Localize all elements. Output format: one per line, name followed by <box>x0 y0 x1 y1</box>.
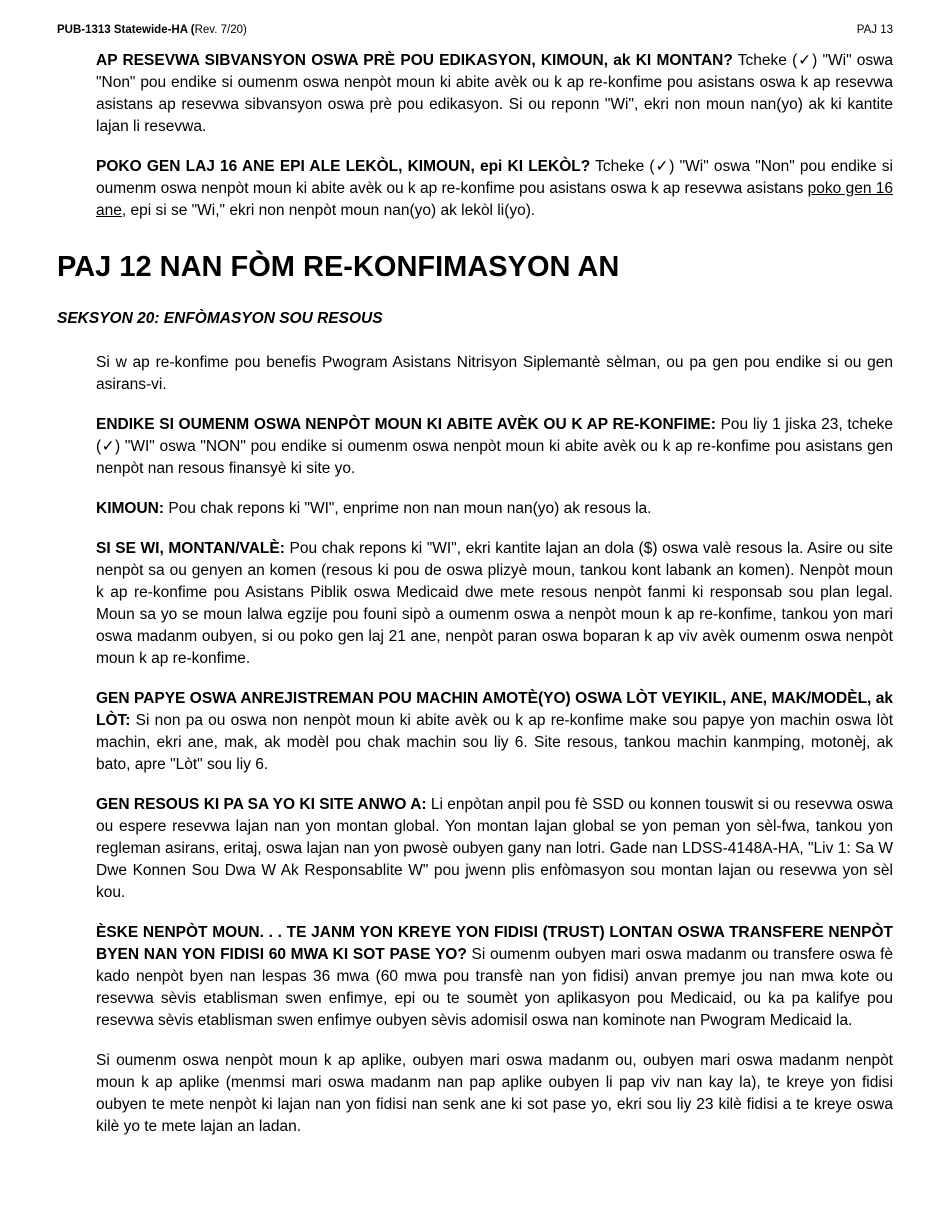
para-lead: GEN RESOUS KI PA SA YO KI SITE ANWO A: <box>96 795 427 813</box>
para-lead: ÈSKE NENPÒT MOUN. . . TE JANM YON KREYE YON FIDISI (TRUST) LONTAN OSWA TRANSFERE NENPÒT BYEN NAN YON FIDISI 60 MWA KI SOT PASE YO? <box>96 923 893 963</box>
para-text: Tcheke (✓) "Wi" oswa "Non" pou endike si oumenm oswa nenpòt moun ki abite avèk ou k ap re-konfime pou asistans oswa k ap resevwa asistans ap resevwa sibvansyon oswa prè pou edikasyon. Si ou reponn "Wi", ekri non moun nan(yo) ak ki kantite lajan li resevwa. <box>96 52 893 135</box>
para-lead: KIMOUN: <box>96 499 165 517</box>
para-text: Pou chak repons ki "WI", ekri kantite lajan an dola ($) oswa valè resous la. Asire ou site nenpòt sa ou genyen an komen (resous ki pou de oswa plizyè moun, tankou kont labank an komen). Nenpòt moun k ap re-konfime pou Asistans Piblik oswa Medicaid dwe mete resous nenpòt fanmi ki responsab sou plan legal. Moun sa yo se moun lalwa egzije pou founi sipò a oumenm oswa a nenpòt moun k ap re-konfime, tankou yon mari oswa madanm oubyen, si ou poko gen laj 21 ane, nenpòt paran oswa boparan k ap viv avèk oumenm oswa nenpòt moun k ap re-konfime. <box>96 539 894 667</box>
para-trust-detail <box>96 1050 893 1138</box>
page-number: PAJ 13 <box>856 24 893 36</box>
page-header <box>57 24 893 36</box>
para-education-grant <box>96 50 893 138</box>
heading-page-12: PAJ 12 NAN FÒM RE-KONFIMASYON AN <box>57 251 620 283</box>
document-id-bold: PUB-1313 Statewide-HA ( <box>57 24 195 36</box>
para-text: Tcheke (✓) "Wi" oswa "Non" pou endike si oumenm oswa nenpòt moun ki abite avèk ou k ap re-konfime pou asistans oswa k ap resevwa asistans <box>96 158 893 197</box>
para-montan-vale <box>96 538 893 670</box>
para-endike-instruction <box>96 414 893 480</box>
para-machin-papers <box>96 688 893 776</box>
document-id-rev: Rev. 7/20) <box>194 24 247 36</box>
underlined-text: poko gen 16 ane <box>96 180 893 219</box>
para-lead: GEN PAPYE OSWA ANREJISTREMAN POU MACHIN AMOTÈ(YO) OSWA LÒT VEYIKIL, ANE, MAK/MODÈL, ak LÒT: <box>96 689 893 729</box>
para-text: Si w ap re-konfime pou benefis Pwogram Asistans Nitrisyon Siplemantè sèlman, ou pa gen pou endike si ou gen asirans-vi. <box>96 353 893 393</box>
para-lead: POKO GEN LAJ 16 ANE EPI ALE LEKÒL, KIMOUN, epi KI LEKÒL? <box>96 158 591 175</box>
para-lead: SI SE WI, MONTAN/VALÈ: <box>96 539 285 557</box>
para-trust-question <box>96 922 893 1032</box>
para-lead: AP RESEVWA SIBVANSYON OSWA PRÈ POU EDIKASYON, KIMOUN, ak KI MONTAN? <box>96 52 733 69</box>
para-text: Si non pa ou oswa non nenpòt moun ki abite avèk ou k ap re-konfime make sou papye yon machin oswa lòt machin, ekri ane, mak, ak modèl pou chak machin sou liy 6. Site resous, tankou machin kanmping, motonèj, ak bato, apre "Lòt" sou liy 6. <box>96 711 893 773</box>
para-kimoun <box>96 498 893 520</box>
para-lead: ENDIKE SI OUMENM OSWA NENPÒT MOUN KI ABITE AVÈK OU K AP RE-KONFIME: <box>96 415 716 433</box>
para-text: Pou liy 1 jiska 23, tcheke (✓) "WI" oswa "NON" pou endike si oumenm oswa nenpòt moun ki abite avèk ou k ap re-konfime pou asistans gen nenpòt nan resous finansyè ki site yo. <box>96 415 894 477</box>
para-lump-sum <box>96 794 893 904</box>
para-text: Si oumenm oswa nenpòt moun k ap aplike, oubyen mari oswa madanm ou, oubyen mari oswa madanm nenpòt moun k ap aplike (menmsi mari oswa madanm nan pap aplike oubyen li pap viv nan kay la), te kreye yon fidisi oubyen te mete nenpòt ki lajan nan yon fidisi nan senk ane ki sot pase yo, ekri sou liy 23 kilè fidisi a te kreye oswa kilè yo te mete lajan an ladan. <box>96 1051 893 1135</box>
para-text: Li enpòtan anpil pou fè SSD ou konnen touswit si ou resevwa oswa ou espere resevwa lajan nan yon montan global. Yon montan lajan global se yon peman yon sèl-fwa, tankou yon regleman asirans, eritaj, oswa lajan nan yon pwosè oubyen gany nan lotri. Gade nan LDSS-4148A-HA, "Liv 1: Sa W Dwe Konnen Sou Dwa W Ak Responsablite W" pou jwenn plis enfòmasyon sou montan lajan ou resevwa yon sèl kou. <box>96 795 893 901</box>
heading-section-20: SEKSYON 20: ENFÒMASYON SOU RESOUS <box>57 309 383 327</box>
para-text: Si oumenm oubyen mari oswa madanm ou transfere oswa fè kado nenpòt byen nan lespas 36 mwa (60 mwa pou transfè nan yon fidisi) anvan premye jou nan mwa kote ou resevwa sèvis etablisman swen enfimye, epi ou te soumèt yon aplikasyon pou Medicaid, ou ka pa kalifye pou resevwa sèvis etablisman swen enfimye oubyen sèvis adomisil oswa nan kominote nan Pwogram Medicaid la. <box>96 945 893 1029</box>
para-under-16-school <box>96 156 893 222</box>
para-text: Pou chak repons ki "WI", enprime non nan moun nan(yo) ak resous la. <box>168 499 652 517</box>
document-id <box>57 24 247 36</box>
para-snap-note <box>96 352 893 396</box>
para-text: , epi si se "Wi," ekri non nenpòt moun nan(yo) ak lekòl li(yo). <box>121 202 536 219</box>
